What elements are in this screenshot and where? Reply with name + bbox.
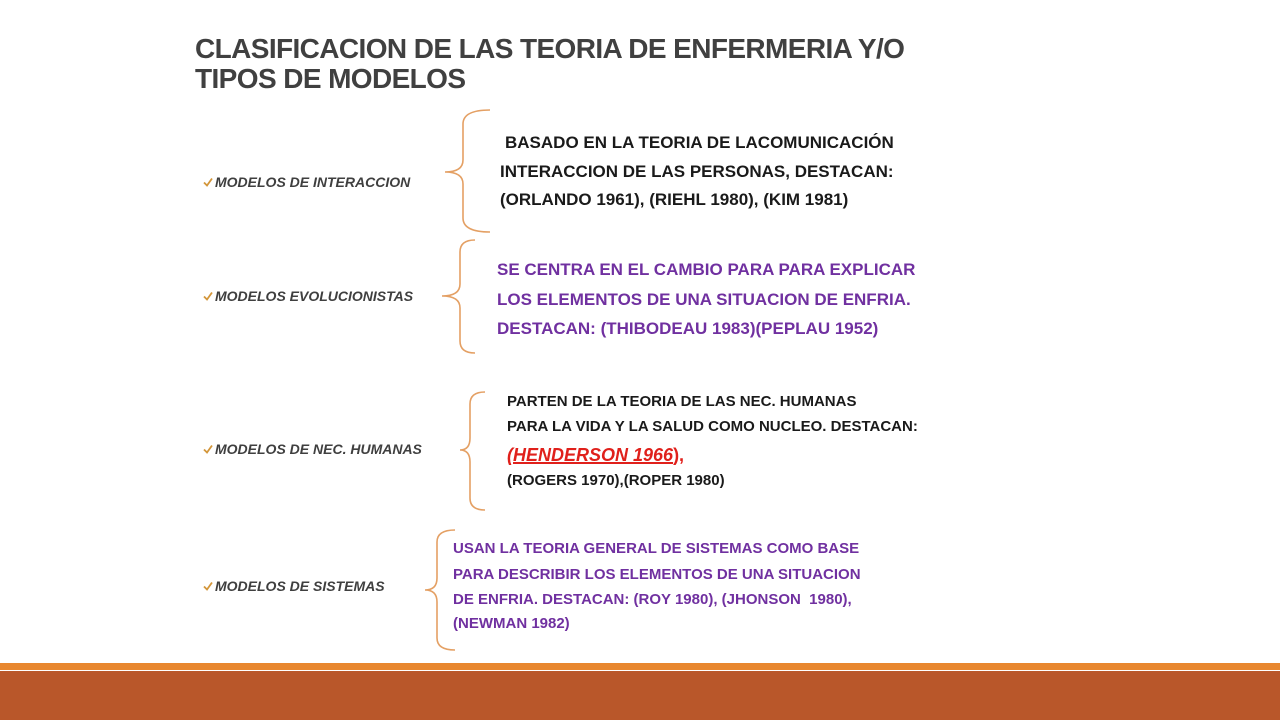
slide-title [195,34,904,94]
check-icon [203,444,213,454]
sistemas-line-2: PARA DESCRIBIR LOS ELEMENTOS DE UNA SITUACION [453,566,861,583]
model-label-interaccion [203,174,410,190]
nec-humanas-line-1: PARTEN DE LA TEORIA DE LAS NEC. HUMANAS [507,393,857,410]
check-icon [203,581,213,591]
sistemas-line-3: DE ENFRIA. DESTACAN: (ROY 1980), (JHONSON 1980), [453,591,852,608]
model-label-sistemas [203,578,385,594]
sistemas-line-1: USAN LA TEORIA GENERAL DE SISTEMAS COMO BASE [453,540,860,557]
evolucionistas-line-1: SE CENTRA EN EL CAMBIO PARA PARA EXPLICAR [497,260,916,279]
slide-title-line-2: TIPOS DE MODELOS [195,63,466,94]
footer-band [0,671,1280,720]
model-label-nec-humanas [203,441,422,457]
nec-humanas-highlight-line [507,444,684,466]
evolucionistas-line-2: LOS ELEMENTOS DE UNA SITUACION DE ENFRIA. [497,290,911,309]
brace-bracket-interaccion [445,110,490,232]
interaccion-line-1: BASADO EN LA TEORIA DE LACOMUNICACIÓN [505,133,894,152]
henderson-highlight-suffix: ), [673,445,685,465]
sistemas-line-4: (NEWMAN 1982) [453,615,570,632]
interaccion-line-2: INTERACCION DE LAS PERSONAS, DESTACAN: [500,162,894,181]
model-label-text: MODELOS DE NEC. HUMANAS [215,441,422,457]
brace-bracket-evolucionistas [442,240,475,353]
henderson-highlight: (HENDERSON 1966 [507,445,674,465]
evolucionistas-line-3: DESTACAN: (THIBODEAU 1983)(PEPLAU 1952) [497,319,879,338]
slide-title-line-1: CLASIFICACION DE LAS TEORIA DE ENFERMERIA Y/O [195,33,905,64]
brace-bracket-nec-humanas [460,392,485,510]
nec-humanas-line-2: PARA LA VIDA Y LA SALUD COMO NUCLEO. DESTACAN: [507,418,918,435]
footer-accent-stripe [0,663,1280,670]
model-label-text: MODELOS DE INTERACCION [215,174,411,190]
model-label-text: MODELOS DE SISTEMAS [215,578,385,594]
interaccion-line-3: (ORLANDO 1961), (RIEHL 1980), (KIM 1981) [500,190,849,209]
check-icon [203,291,213,301]
check-icon [203,177,213,187]
model-label-evolucionistas [203,288,413,304]
model-label-text: MODELOS EVOLUCIONISTAS [215,288,414,304]
nec-humanas-line-3: (ROGERS 1970),(ROPER 1980) [507,472,725,489]
brace-bracket-sistemas [425,530,455,650]
